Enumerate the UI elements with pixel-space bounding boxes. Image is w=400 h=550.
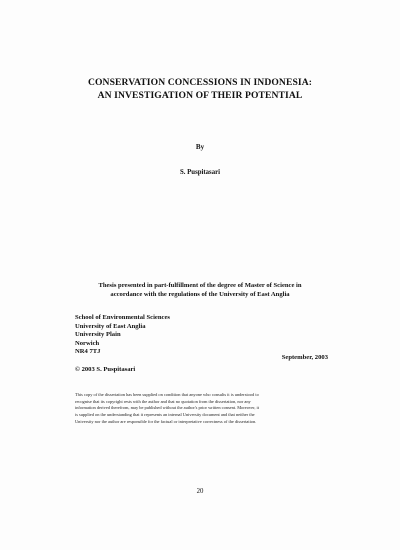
submission-date: September, 2003 [281,354,328,361]
address-line: University Plain [75,331,121,339]
copyright-notice: © 2003 S. Puspitasari [75,366,136,373]
author-name: S. Puspitasari [179,169,221,176]
copy-conditions-paragraph [75,392,333,426]
title-line-1: CONSERVATION CONCESSIONS IN INDONESIA: [87,77,313,88]
notice-line: information derived therefrom, may be published without the author's prior written consent. Moreover, it [75,405,259,411]
notice-line: recognise that its copyright rests with the author and that no quotation from the dissertation, nor any [75,398,251,404]
notice-line: University nor the author are responsible for the factual or interpretative correctness of the dissertation. [75,418,257,424]
title-line-2: AN INVESTIGATION OF THEIR POTENTIAL [97,90,303,101]
address-line: University of East Anglia [75,322,146,330]
notice-line: is supplied on the understanding that it represents an internal University document and that neither the [75,412,255,418]
notice-line: This copy of the dissertation has been supplied on condition that anyone who consults it is understood to [75,392,259,397]
thesis-line-1: Thesis presented in part-fulfillment of the degree of Master of Science in [98,282,302,289]
thesis-statement [60,281,340,299]
address-line: School of Environmental Sciences [75,314,170,321]
address-line: Norwich [75,339,100,347]
page-number: 20 [196,488,204,495]
by-label: By [195,143,205,151]
dissertation-title [0,76,400,102]
thesis-line-2: accordance with the regulations of the University of East Anglia [110,291,290,298]
institution-address [75,314,170,357]
address-line: NR4 7TJ [75,348,101,356]
